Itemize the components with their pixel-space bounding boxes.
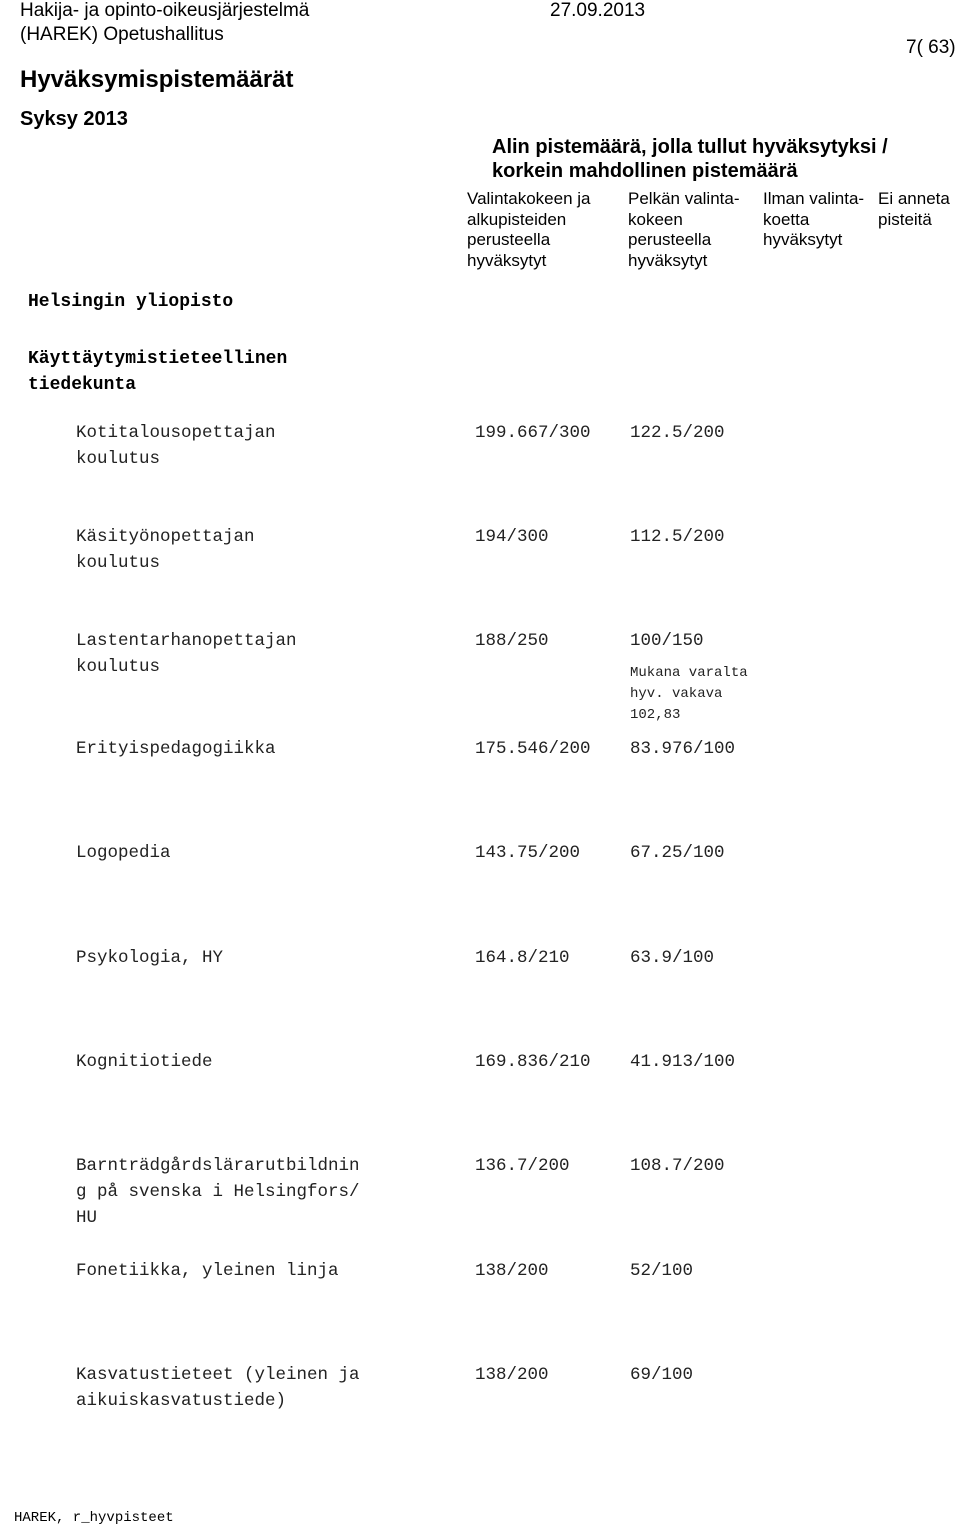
program-name: Erityispedagogiikka (76, 739, 276, 759)
program-name: Käsityönopettajan koulutus (76, 527, 255, 573)
score-combined: 138/200 (475, 1365, 549, 1385)
score-exam-only: 122.5/200 (630, 423, 725, 443)
footer-report-id: HAREK, r_hyvpisteet (14, 1510, 174, 1526)
organization-name: (HAREK) Opetushallitus (20, 24, 224, 45)
score-exam-only: 83.976/100 (630, 739, 736, 759)
score-combined: 188/250 (475, 631, 549, 651)
score-note: Mukana varalta hyv. vakava 102,83 (630, 665, 748, 723)
score-exam-only: 108.7/200 (630, 1156, 725, 1176)
score-combined: 194/300 (475, 527, 549, 547)
column-header-exam-only: Pelkän valinta-kokeen perusteella hyväksytyt (628, 189, 740, 270)
score-combined: 136.7/200 (475, 1156, 570, 1176)
score-exam-only: 100/150 (630, 631, 704, 651)
system-name: Hakija- ja opinto-oikeusjärjestelmä (20, 0, 310, 21)
score-combined: 138/200 (475, 1261, 549, 1281)
program-name: Kasvatustieteet (yleinen ja aikuiskasvatustiede) (76, 1365, 360, 1411)
university-name: Helsingin yliopisto (28, 292, 234, 312)
score-exam-only: 67.25/100 (630, 843, 725, 863)
score-exam-only: 63.9/100 (630, 948, 715, 968)
score-combined: 175.546/200 (475, 739, 591, 759)
score-exam-only: 112.5/200 (630, 527, 725, 547)
page-title: Hyväksymispistemäärät (20, 66, 294, 93)
program-name: Logopedia (76, 843, 171, 863)
program-name: Lastentarhanopettajan koulutus (76, 631, 297, 677)
score-combined: 143.75/200 (475, 843, 581, 863)
program-name: Psykologia, HY (76, 948, 224, 968)
column-header-combined: Valintakokeen ja alkupisteiden perusteella hyväksytyt (467, 189, 591, 270)
page-number: 7( 63) (906, 37, 956, 58)
program-name: Kognitiotiede (76, 1052, 213, 1072)
program-name: Kotitalousopettajan koulutus (76, 423, 276, 469)
program-name: Barnträdgårdslärarutbildning på svenska i Helsingfors/HU (76, 1156, 360, 1228)
column-header-no-points: Ei anneta pisteitä (878, 189, 950, 229)
column-group-title: Alin pistemäärä, jolla tullut hyväksytyksi / korkein mahdollinen pistemäärä (492, 136, 888, 182)
program-name: Fonetiikka, yleinen linja (76, 1261, 339, 1281)
report-date: 27.09.2013 (550, 0, 646, 21)
score-exam-only: 52/100 (630, 1261, 694, 1281)
score-exam-only: 41.913/100 (630, 1052, 736, 1072)
score-combined: 164.8/210 (475, 948, 570, 968)
faculty-name: Käyttäytymistieteellinen tiedekunta (28, 349, 288, 395)
score-combined: 199.667/300 (475, 423, 591, 443)
score-combined: 169.836/210 (475, 1052, 591, 1072)
term-label: Syksy 2013 (20, 108, 128, 130)
column-header-no-exam: Ilman valinta-koetta hyväksytyt (763, 189, 865, 249)
score-exam-only: 69/100 (630, 1365, 694, 1385)
